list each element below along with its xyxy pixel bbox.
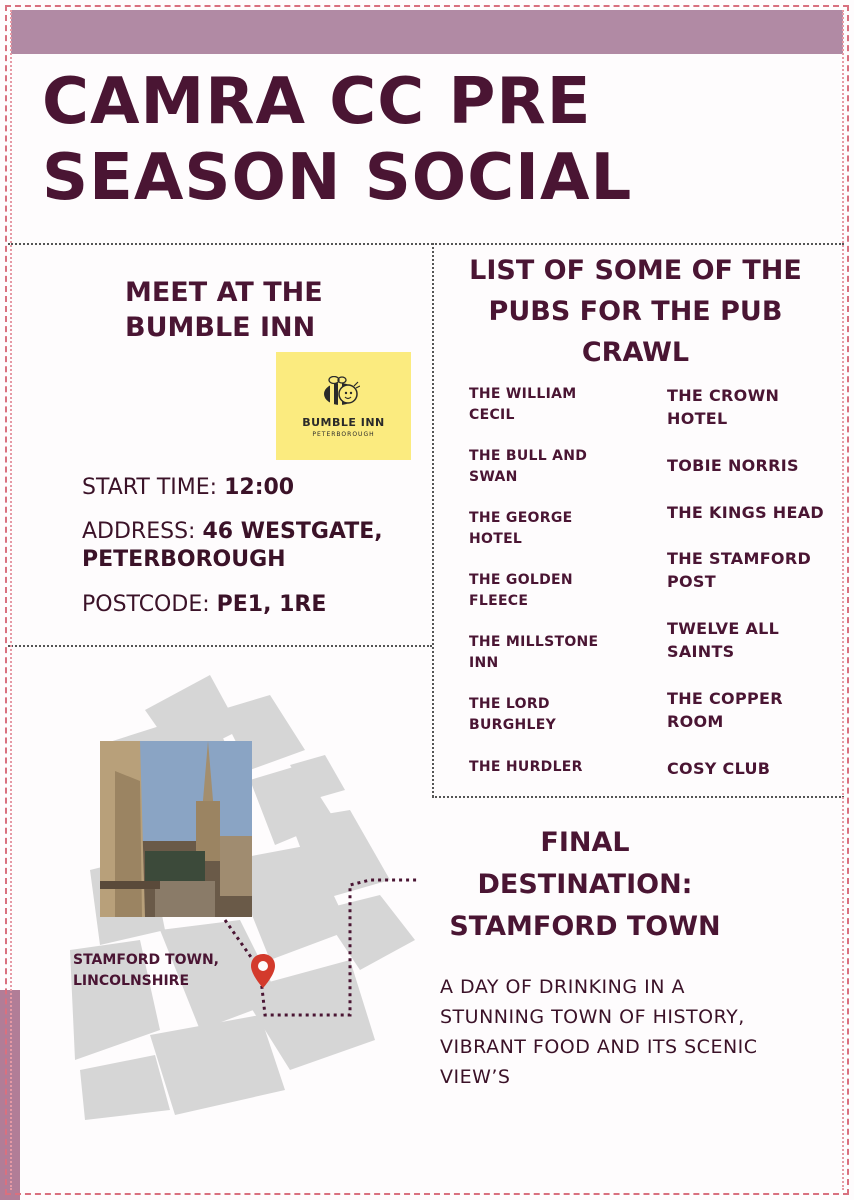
pub-item (667, 454, 799, 477)
bumble-inn-logo (276, 352, 411, 460)
pub-line: SWAN (469, 469, 518, 485)
start-time-value: 12:00 (224, 475, 295, 500)
pub-item (469, 446, 587, 488)
start-time (82, 474, 294, 502)
pub-line: THE GEORGE (469, 510, 573, 526)
pub-line: THE LORD (469, 696, 550, 712)
side-accent-bar (0, 990, 20, 1200)
pub-item (667, 501, 824, 524)
postcode-value: PE1, 1RE (216, 592, 327, 617)
final-desc-line-2: STUNNING TOWN OF HISTORY, (440, 1006, 745, 1028)
divider-top (8, 243, 844, 245)
pub-item (469, 757, 583, 778)
pubs-heading (448, 250, 823, 373)
pub-line: FLEECE (469, 593, 529, 609)
meet-heading (40, 275, 420, 345)
pub-item (667, 547, 811, 593)
pub-line: BURGHLEY (469, 717, 557, 733)
pub-item (667, 687, 783, 733)
divider-vertical (432, 243, 434, 797)
pub-line: ROOM (667, 712, 724, 731)
meet-heading-line-1: MEET AT THE (125, 277, 323, 308)
pub-line: THE KINGS HEAD (667, 503, 824, 522)
pub-line: THE STAMFORD (667, 549, 812, 568)
bee-icon (320, 376, 360, 408)
start-time-label: START TIME: (82, 475, 225, 500)
logo-sub-text: PETERBOROUGH (312, 431, 375, 438)
pub-line: THE BULL AND (469, 448, 588, 464)
final-heading-line-1: FINAL (540, 827, 630, 858)
page-title (42, 65, 662, 215)
title-line-1: CAMRA CC PRE (42, 65, 592, 139)
final-desc-line-4: VIEW’S (440, 1066, 511, 1088)
pub-item (667, 384, 779, 430)
final-heading-line-2: DESTINATION: (477, 869, 693, 900)
meet-heading-line-2: BUMBLE INN (125, 312, 316, 343)
pub-line: COSY CLUB (667, 759, 771, 778)
map-location-label (73, 950, 219, 992)
pub-item (667, 757, 770, 780)
pub-item (667, 617, 779, 663)
pub-line: THE WILLIAM (469, 386, 577, 402)
final-heading-line-3: STAMFORD TOWN (449, 911, 721, 942)
postcode-label: POSTCODE: (82, 592, 217, 617)
pub-line: HOTEL (667, 409, 728, 428)
pub-item (469, 384, 576, 426)
map-label-line-2: LINCOLNSHIRE (73, 973, 190, 989)
pub-line: SAINTS (667, 642, 735, 661)
pub-line: CECIL (469, 407, 515, 423)
address-value-2: PETERBOROUGH (82, 547, 286, 572)
divider-pubs-bottom (432, 796, 844, 798)
pub-item (469, 632, 598, 674)
pub-line: THE HURDLER (469, 759, 583, 775)
pub-line: TWELVE ALL (667, 619, 780, 638)
address-label: ADDRESS: (82, 519, 203, 544)
pubs-heading-line-3: CRAWL (581, 337, 690, 368)
pub-line: THE COPPER (667, 689, 783, 708)
pub-line: TOBIE NORRIS (667, 456, 799, 475)
pub-line: THE MILLSTONE (469, 634, 599, 650)
pubs-heading-line-2: PUBS FOR THE PUB (488, 296, 783, 327)
logo-brand-text: BUMBLE INN (302, 416, 385, 429)
pub-line: THE GOLDEN (469, 572, 573, 588)
location-pin-icon (250, 953, 276, 989)
address-value-1: 46 WESTGATE, (202, 519, 383, 544)
final-destination-heading (430, 822, 740, 948)
stamford-town-photo (100, 741, 252, 917)
pub-item (469, 694, 556, 736)
map-label-line-1: STAMFORD TOWN, (73, 952, 219, 968)
pub-line: POST (667, 572, 716, 591)
final-desc-line-1: A DAY OF DRINKING IN A (440, 976, 685, 998)
pub-item (469, 570, 573, 612)
pub-line: HOTEL (469, 531, 523, 547)
final-description (440, 972, 820, 1092)
divider-middle (8, 645, 432, 647)
header-band (11, 10, 843, 54)
address (82, 518, 383, 574)
title-line-2: SEASON SOCIAL (42, 141, 633, 215)
pub-item (469, 508, 573, 550)
pubs-heading-line-1: LIST OF SOME OF THE (469, 255, 802, 286)
postcode (82, 591, 326, 619)
pub-line: THE CROWN (667, 386, 780, 405)
pub-line: INN (469, 655, 499, 671)
final-desc-line-3: VIBRANT FOOD AND ITS SCENIC (440, 1036, 758, 1058)
